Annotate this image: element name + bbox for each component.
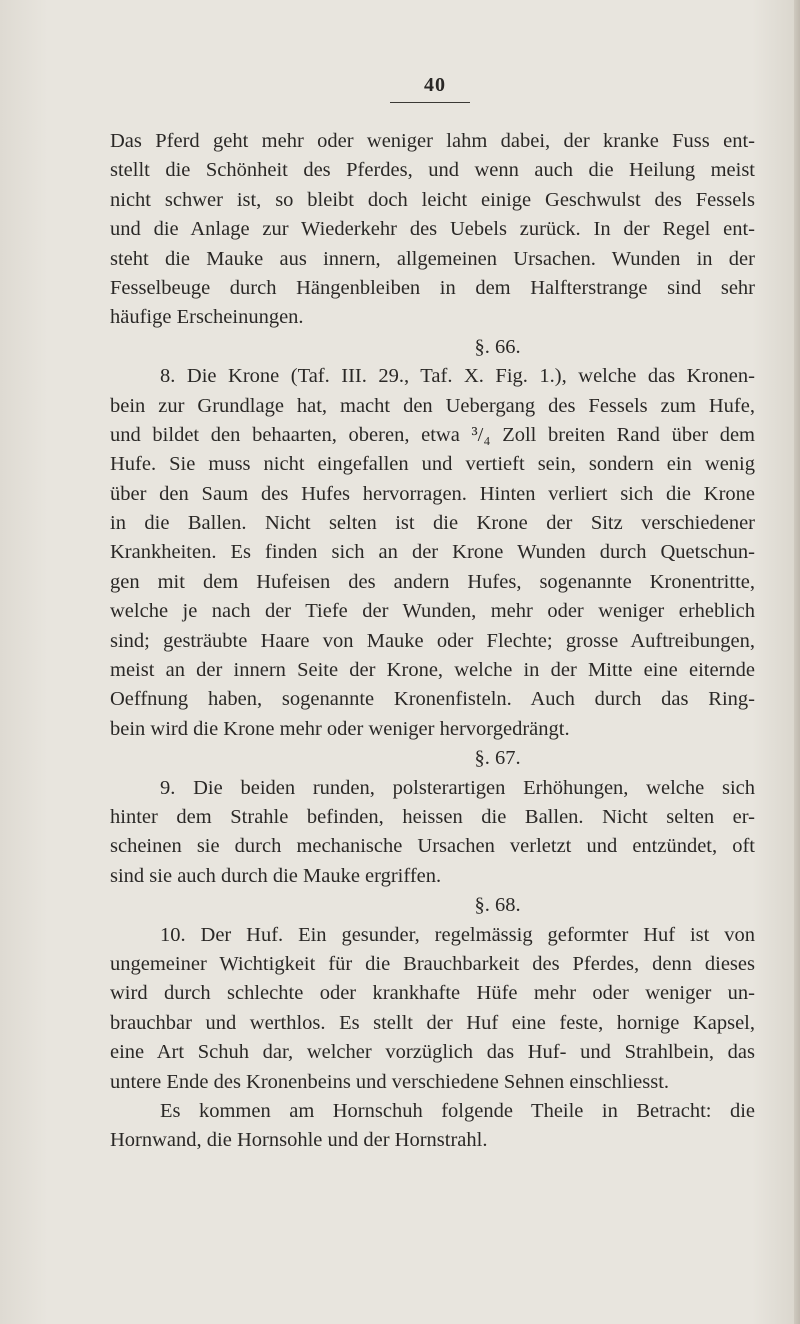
text-line: Das Pferd geht mehr oder weniger lahm dabei, der kranke Fuss ent-	[110, 130, 755, 152]
text-line: 10. Der Huf. Ein gesunder, regelmässig geformter Huf ist von	[160, 923, 755, 946]
text-line: stellt die Schönheit des Pferdes, und wenn auch die Heilung meist	[110, 159, 755, 182]
text-line: untere Ende des Kronenbeins und verschiedene Sehnen einschliesst.	[110, 1070, 670, 1093]
text-line: welche je nach der Tiefe der Wunden, mehr oder weniger erheblich	[110, 600, 755, 623]
text-line: über den Saum des Hufes hervorragen. Hinten verliert sich die Krone	[110, 482, 755, 505]
text-line: Es kommen am Hornschuh folgende Theile in Betracht: die	[160, 1099, 755, 1122]
text-line: 8. Die Krone (Taf. III. 29., Taf. X. Fig. 1.), welche das Kronen-	[160, 365, 755, 388]
text-line: und die Anlage zur Wiederkehr des Uebels zurück. In der Regel ent-	[110, 218, 755, 241]
text-line: sind; gesträubte Haare von Mauke oder Flechte; grosse Auftreibungen,	[110, 629, 755, 652]
text-line: Fesselbeuge durch Hängenbleiben in dem Halfterstrange sind sehr	[110, 276, 755, 299]
text-line: Hufe. Sie muss nicht eingefallen und vertieft sein, sondern ein wenig	[110, 453, 755, 476]
text-line: sind sie auch durch die Mauke ergriffen.	[110, 864, 442, 887]
text-line: Hornwand, die Hornsohle und der Hornstrahl.	[110, 1129, 488, 1152]
text-line: in die Ballen. Nicht selten ist die Krone der Sitz verschiedener	[110, 512, 755, 535]
text-line: Krankheiten. Es finden sich an der Krone Wunden durch Quetschun-	[110, 541, 755, 564]
section-heading: §. 67.	[474, 747, 521, 770]
text-line: wird durch schlechte oder krankhafte Hüfe mehr oder weniger un-	[110, 982, 755, 1005]
text-line: gen mit dem Hufeisen des andern Hufes, sogenannte Kronentritte,	[110, 570, 755, 593]
text-line: 9. Die beiden runden, polsterartigen Erhöhungen, welche sich	[160, 776, 755, 799]
text-line: bein zur Grundlage hat, macht den Uebergang des Fessels zum Hufe,	[110, 394, 755, 417]
text-line: und bildet den behaarten, oberen, etwa ³/₄ Zoll breiten Rand über dem	[110, 423, 755, 446]
text-line: nicht schwer ist, so bleibt doch leicht einige Geschwulst des Fessels	[110, 188, 755, 211]
text-line: Oeffnung haben, sogenannte Kronenfisteln. Auch durch das Ring-	[110, 688, 755, 711]
page-number-rule	[390, 102, 470, 103]
text-line: ungemeiner Wichtigkeit für die Brauchbarkeit des Pferdes, denn dieses	[110, 952, 755, 975]
text-line: brauchbar und werthlos. Es stellt der Huf eine feste, hornige Kapsel,	[110, 1011, 755, 1034]
text-line: bein wird die Krone mehr oder weniger hervorgedrängt.	[110, 717, 570, 740]
text-line: häufige Erscheinungen.	[110, 306, 304, 329]
page-edge-shadow	[794, 0, 800, 1324]
page-body-text	[110, 127, 755, 1156]
text-line: meist an der innern Seite der Krone, welche in der Mitte eine eiternde	[110, 659, 755, 682]
text-line: scheinen sie durch mechanische Ursachen verletzt und entzündet, oft	[110, 835, 755, 858]
section-heading: §. 68.	[474, 894, 521, 917]
text-line: steht die Mauke aus innern, allgemeinen Ursachen. Wunden in der	[110, 247, 755, 270]
text-line: eine Art Schuh dar, welcher vorzüglich das Huf- und Strahlbein, das	[110, 1041, 755, 1064]
text-line: hinter dem Strahle befinden, heissen die Ballen. Nicht selten er-	[110, 805, 755, 828]
section-heading: §. 66.	[474, 335, 521, 358]
page-number: 40	[424, 74, 446, 96]
